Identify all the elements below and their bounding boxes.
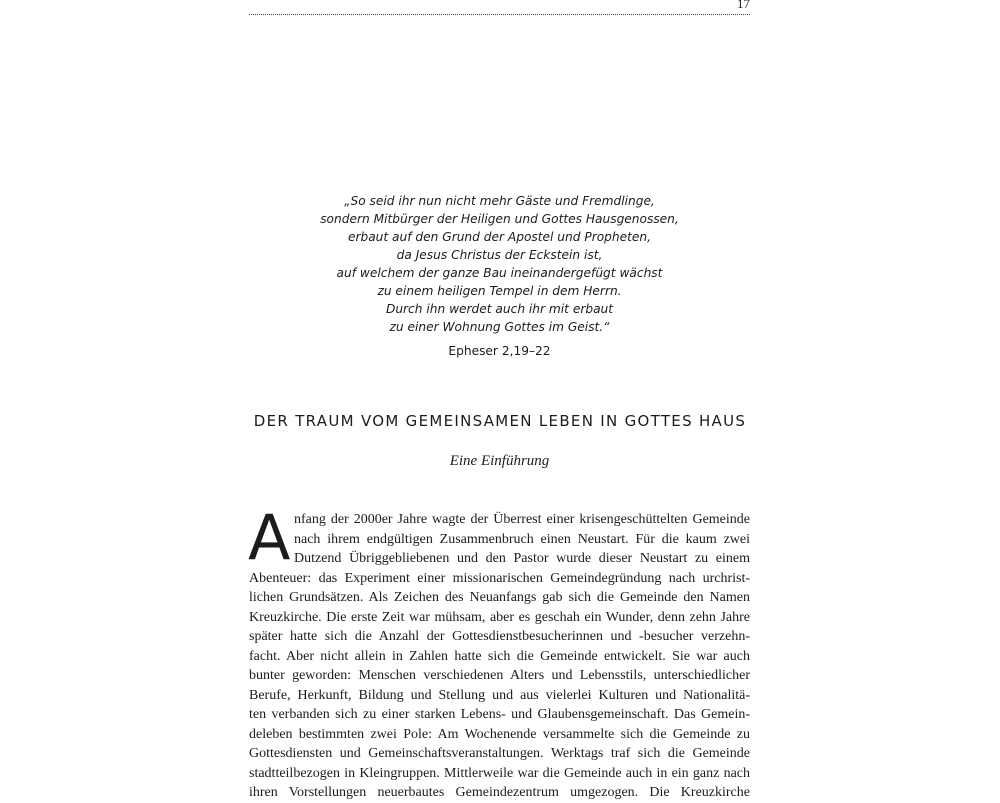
body-line: Abenteuer: das Experiment einer missionarischen Gemeindegründung nach urchrist- [249,570,750,586]
chapter-subtitle: Eine Einführung [449,453,550,469]
body-text [248,501,750,803]
body-line: ihren Vorstellungen neuerbautes Gemeindezentrum umgezogen. Die Kreuzkirche [249,785,750,800]
body-line: bunter geworden: Menschen verschiedenen Alters und Lebensstils, unterschiedlicher [249,668,750,683]
epigraph-line: Durch ihn werdet auch ihr mit erbaut [385,302,614,316]
body-line: ten verbanden sich zu einer starken Lebens- und Glaubensgemeinschaft. Das Gemein- [249,707,750,722]
body-line: deleben bestimmten zwei Pole: Am Wochenende versammelte sich die Gemeinde zu [249,726,750,742]
body-line: Kreuzkirche. Die erste Zeit war mühsam, aber es geschah ein Wunder, denn zehn Jahre [249,609,750,625]
epigraph-line: erbaut auf den Grund der Apostel und Propheten, [347,230,652,244]
body-line: nfang der 2000er Jahre wagte der Überrest einer krisengeschüttelten Gemeinde [294,512,750,527]
body-line: lichen Grundsätzen. Als Zeichen des Neuanfangs gab sich die Gemeinde den Namen [249,590,750,605]
body-line: stadtteilbezogen in Kleingruppen. Mittlerweile war die Gemeinde auch in ein ganz nach [249,765,750,781]
body-line: Gottesdiensten und Gemeinschaftsveranstaltungen. Werktags traf sich die Gemeinde [249,746,750,761]
header-dotted-rule [249,14,750,15]
epigraph-line: zu einem heiligen Tempel in dem Herrn. [377,284,622,298]
body-line: facht. Aber nicht allein in Zahlen hatte sich die Gemeinde entwickelt. Sie war auch [249,648,750,664]
epigraph-line: sondern Mitbürger der Heiligen und Gottes Hausgenossen, [320,212,679,226]
epigraph-quote [249,192,750,336]
body-line: nach ihrem endgültigen Zusammenbruch einen Neustart. Für die kaum zwei [294,531,750,547]
page-number: 17 [737,0,750,11]
drop-cap: A [248,501,291,574]
epigraph-line: „So seid ihr nun nicht mehr Gäste und Fremdlinge, [344,194,655,208]
body-line: Berufe, Herkunft, Bildung und Stellung und aus vielerlei Kulturen und Nationalitä- [249,687,750,703]
epigraph-line: auf welchem der ganze Bau ineinandergefügt wächst [336,266,663,280]
epigraph-source: Epheser 2,19–22 [448,344,551,358]
epigraph-line: zu einer Wohnung Gottes im Geist.“ [389,320,610,334]
body-line: später hatte sich die Anzahl der Gottesdienstbesucherinnen und -besucher verzehn- [249,629,750,644]
body-line: Dutzend Übriggebliebenen und den Pastor wurde dieser Neustart zu einem [294,551,750,566]
chapter-title: DER TRAUM VOM GEMEINSAMEN LEBEN IN GOTTES HAUS [253,412,747,430]
epigraph-line: da Jesus Christus der Eckstein ist, [396,248,603,262]
